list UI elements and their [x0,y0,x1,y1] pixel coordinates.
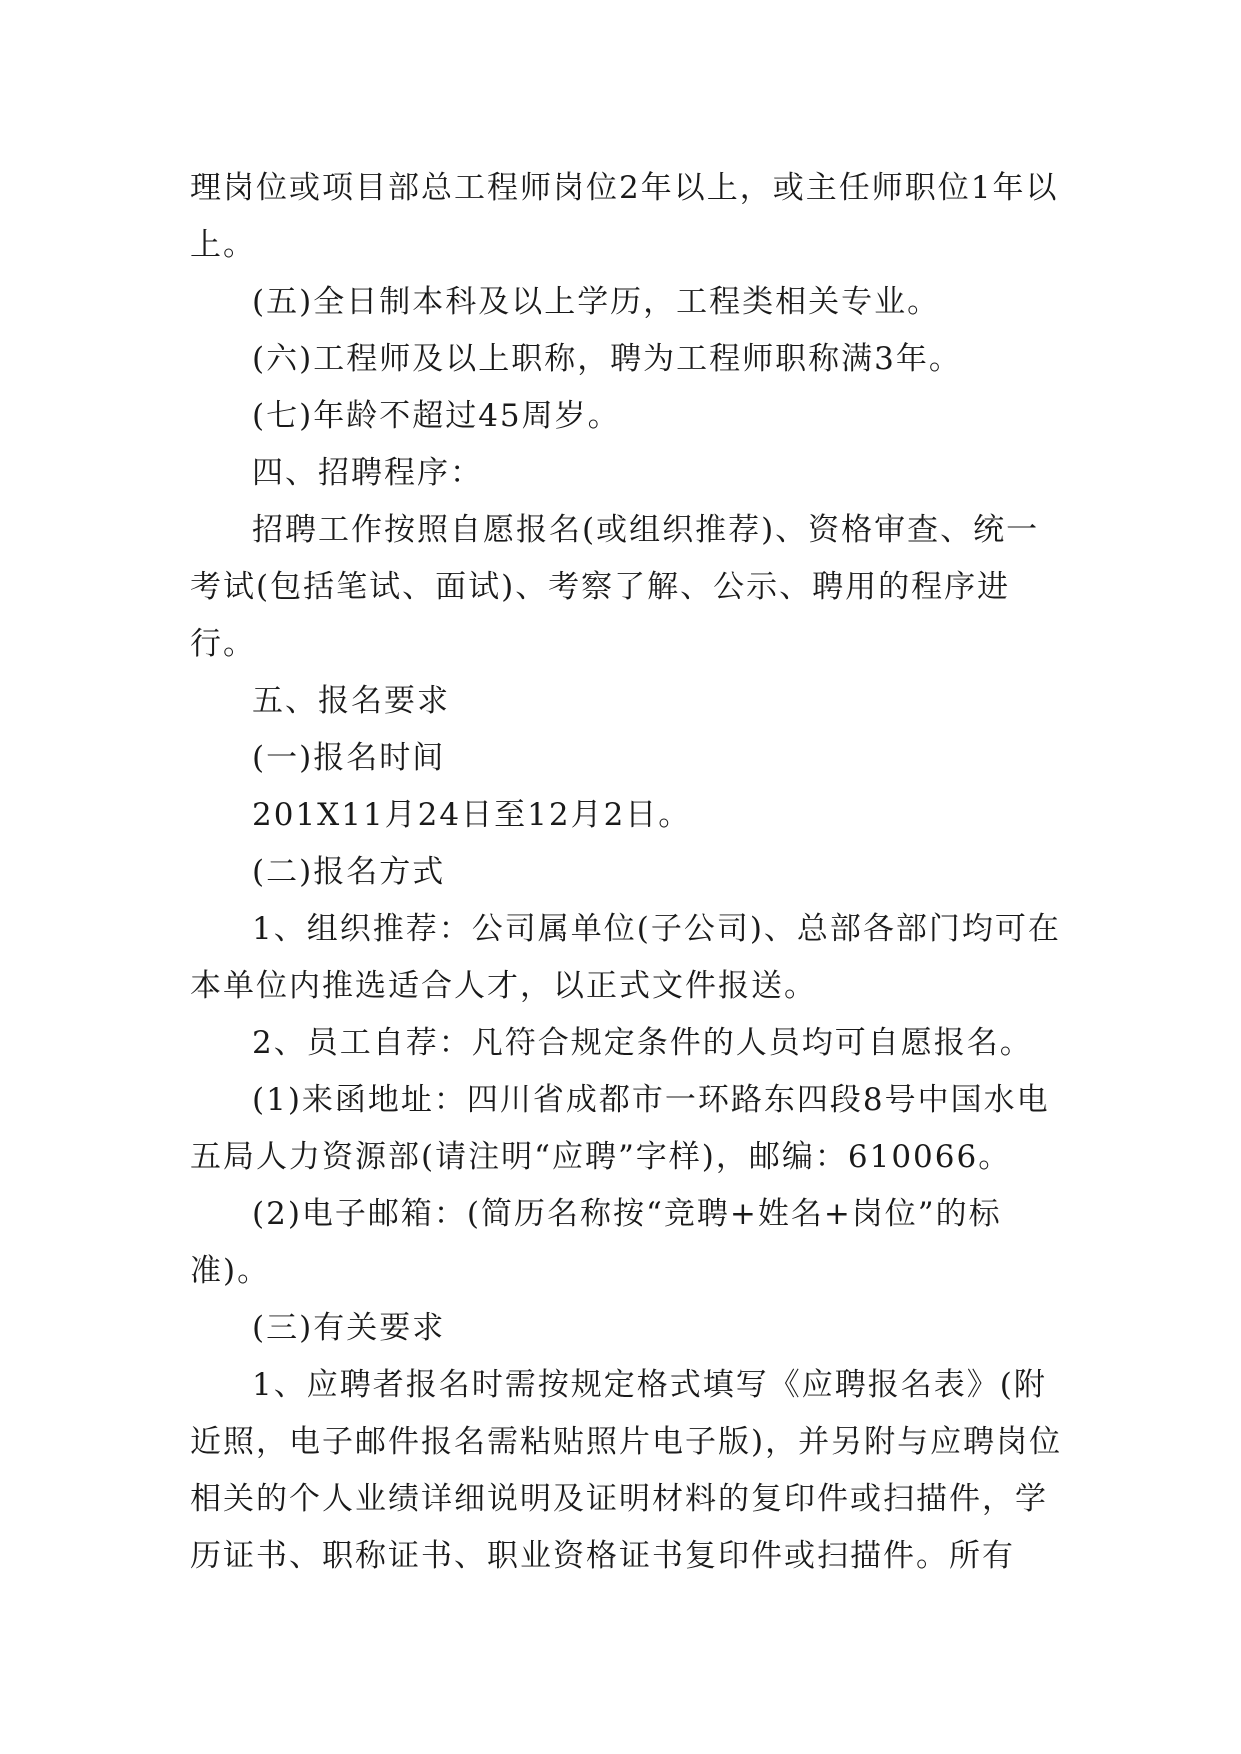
section-heading-procedure: 四、招聘程序： [252,455,483,491]
paragraph-procedure: 招聘工作按照自愿报名(或组织推荐)、资格审查、统一考试(包括笔试、面试)、考察了解、公示、聘用的程序进行。 [190,512,1040,662]
document-body [190,160,1070,1585]
subheading-registration-method: (二)报名方式 [252,854,446,890]
paragraph-organization-recommendation: 1、组织推荐：公司属单位(子公司)、总部各部门均可在本单位内推选适合人才，以正式文件报送。 [190,911,1061,1004]
paragraph-requirement-5: (五)全日制本科及以上学历，工程类相关专业。 [252,284,941,320]
paragraph-continued-qualification: 理岗位或项目部总工程师岗位2年以上，或主任师职位1年以上。 [190,170,1059,263]
paragraph-registration-dates: 201X11月24日至12月2日。 [252,797,692,833]
section-heading-registration: 五、报名要求 [252,683,450,719]
paragraph-requirement-6: (六)工程师及以上职称，聘为工程师职称满3年。 [252,341,962,377]
subheading-registration-time: (一)报名时间 [252,740,446,776]
subheading-requirements: (三)有关要求 [252,1310,446,1346]
paragraph-requirement-7: (七)年龄不超过45周岁。 [252,398,621,434]
paragraph-email: (2)电子邮箱：(简历名称按“竞聘+姓名+岗位”的标准)。 [190,1196,1002,1289]
paragraph-application-form: 1、应聘者报名时需按规定格式填写《应聘报名表》(附近照，电子邮件报名需粘贴照片电子版)，并另附与应聘岗位相关的个人业绩详细说明及证明材料的复印件或扫描件，学历证书、职称证书、职业资格证书复印件或扫描件。所有 [190,1367,1063,1574]
paragraph-self-recommendation: 2、员工自荐：凡符合规定条件的人员均可自愿报名。 [252,1025,1033,1061]
paragraph-mailing-address: (1)来函地址：四川省成都市一环路东四段8号中国水电五局人力资源部(请注明“应聘”字样)，邮编：610066。 [190,1082,1050,1175]
